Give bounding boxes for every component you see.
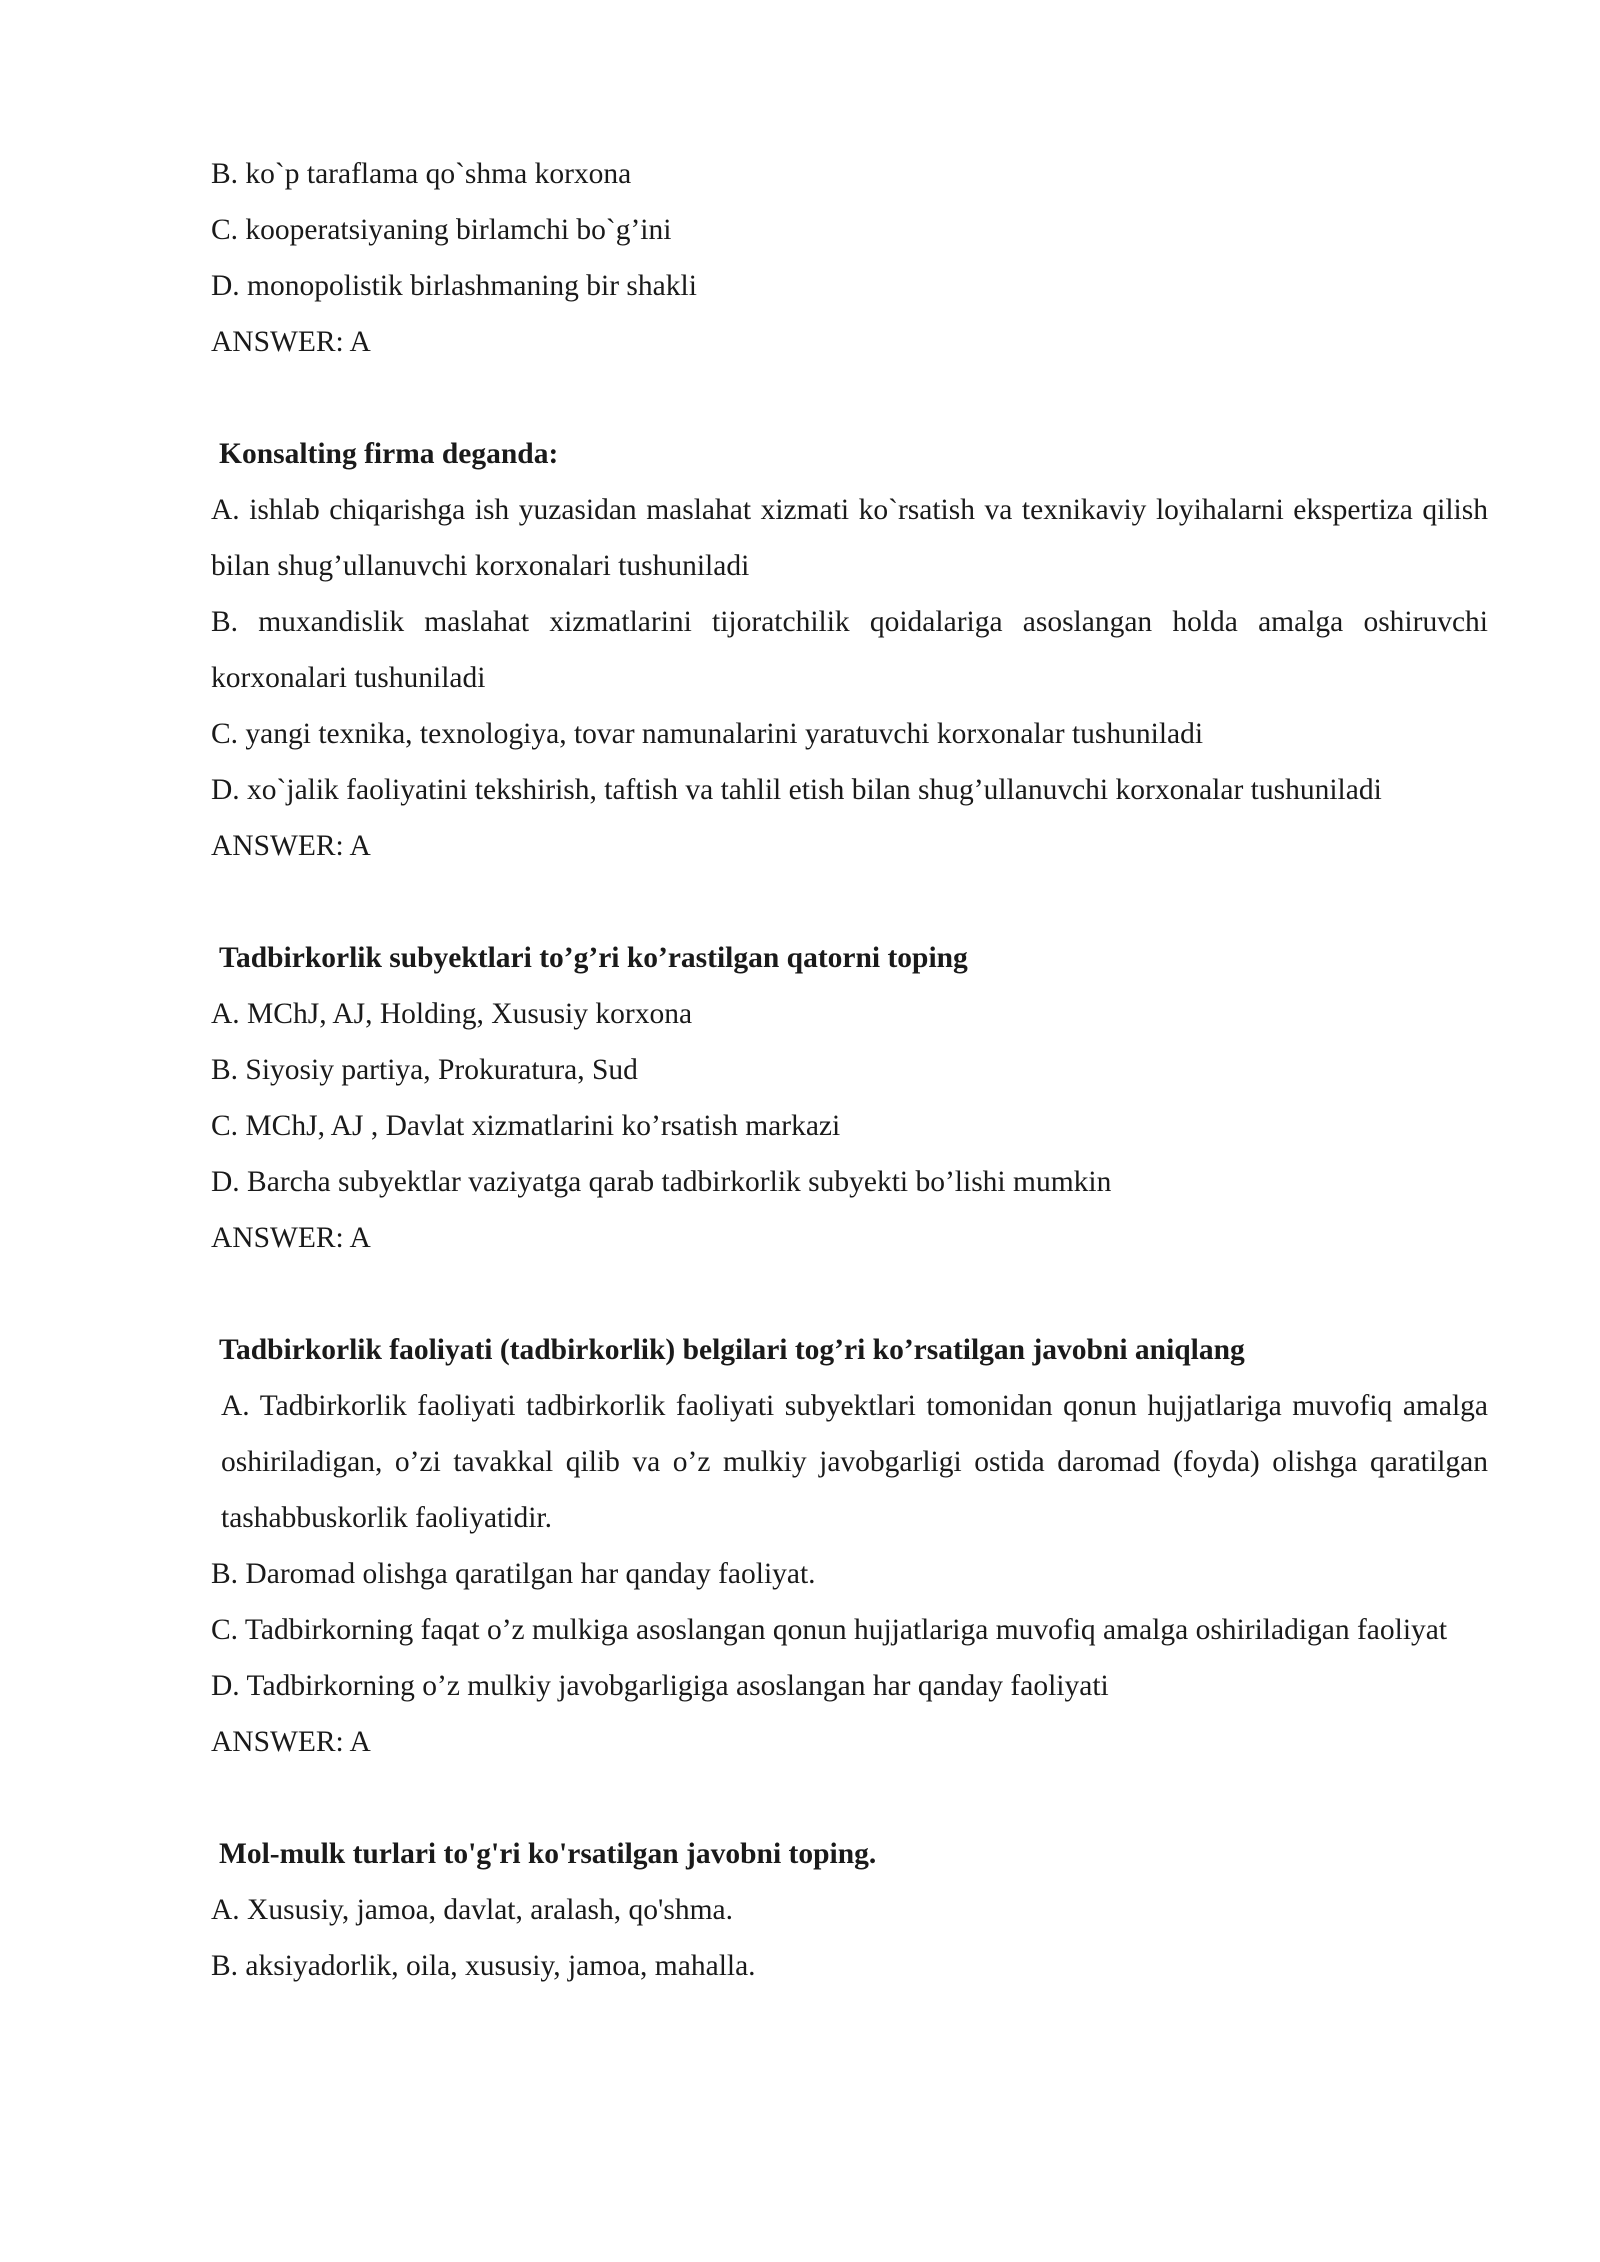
option-d: D. xo`jalik faoliyatini tekshirish, taftish va tahlil etish bilan shug’ullanuvchi korxonalar tushuniladi: [211, 774, 1382, 806]
answer: ANSWER: A: [211, 326, 371, 358]
option-a: A. ishlab chiqarishga ish yuzasidan maslahat xizmati ko`rsatish va texnikaviy loyihalarni ekspertiza qilish bilan shug’ullanuvchi korxonalari tushuniladi: [211, 494, 1488, 582]
option-b: B. aksiyadorlik, oila, xususiy, jamoa, mahalla.: [211, 1950, 756, 1982]
option-d: D. monopolistik birlashmaning bir shakli: [211, 270, 697, 302]
option-a: A. MChJ, AJ, Holding, Xususiy korxona: [211, 998, 693, 1030]
answer: ANSWER: A: [211, 1726, 371, 1758]
answer: ANSWER: A: [211, 830, 371, 862]
option-d: D. Barcha subyektlar vaziyatga qarab tadbirkorlik subyekti bo’lishi mumkin: [211, 1166, 1112, 1198]
option-c: C. yangi texnika, texnologiya, tovar namunalarini yaratuvchi korxonalar tushuniladi: [211, 718, 1204, 750]
option-a: A. Xususiy, jamoa, davlat, aralash, qo'shma.: [211, 1894, 733, 1926]
option-c: C. MChJ, AJ , Davlat xizmatlarini ko’rsatish markazi: [211, 1110, 841, 1142]
question-title: Konsalting firma deganda:: [219, 438, 559, 470]
spacer: [211, 874, 1488, 930]
option-b: B. muxandislik maslahat xizmatlarini tijoratchilik qoidalariga asoslangan holda amalga oshiruvchi korxonalari tushuniladi: [211, 606, 1488, 694]
spacer: [211, 370, 1488, 426]
option-d: D. Tadbirkorning o’z mulkiy javobgarligiga asoslangan har qanday faoliyati: [211, 1670, 1109, 1702]
option-c: C. kooperatsiyaning birlamchi bo`g’ini: [211, 214, 672, 246]
option-b: B. Daromad olishga qaratilgan har qanday faoliyat.: [211, 1558, 816, 1590]
question-title: Tadbirkorlik faoliyati (tadbirkorlik) belgilari tog’ri ko’rsatilgan javobni aniqlang: [219, 1334, 1245, 1366]
option-a: A. Tadbirkorlik faoliyati tadbirkorlik faoliyati subyektlari tomonidan qonun hujjatlariga muvofiq amalga oshiriladigan, o’zi tavakkal qilib va o’z mulkiy javobgarligi ostida daromad (foyda) olishga qaratilgan tashabbuskorlik faoliyatidir.: [221, 1390, 1488, 1534]
spacer: [211, 1266, 1488, 1322]
option-b: B. Siyosiy partiya, Prokuratura, Sud: [211, 1054, 638, 1086]
spacer: [211, 1770, 1488, 1826]
question-title: Mol-mulk turlari to'g'ri ko'rsatilgan javobni toping.: [219, 1838, 877, 1870]
option-b: B. ko`p taraflama qo`shma korxona: [211, 158, 632, 190]
answer: ANSWER: A: [211, 1222, 371, 1254]
question-title: Tadbirkorlik subyektlari to’g’ri ko’rastilgan qatorni toping: [219, 942, 968, 974]
option-c: C. Tadbirkorning faqat o’z mulkiga asoslangan qonun hujjatlariga muvofiq amalga oshiriladigan faoliyat: [211, 1614, 1448, 1646]
document-page: [211, 146, 1488, 1994]
